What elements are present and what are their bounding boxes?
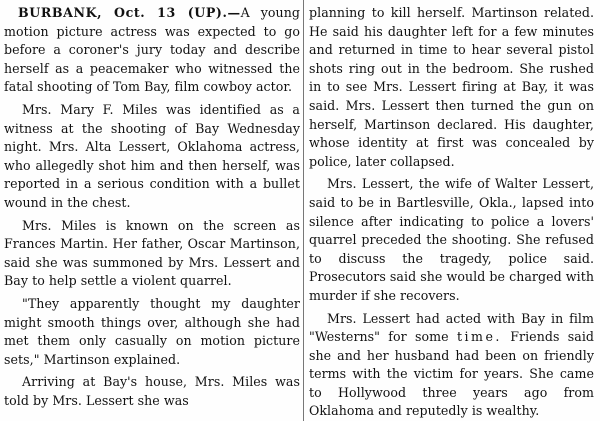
article-paragraph: Mrs. Miles is known on the screen as Frances Martin. Her father, Oscar Martinson, said she was summoned by Mrs. Lessert and Bay to help settle a violent quarrel. (4, 217, 300, 289)
article-paragraph: "They apparently thought my daughter might smooth things over, although she had met them only casually on motion picture sets," Martinson explained. (4, 295, 300, 367)
article-paragraph: Arriving at Bay's house, Mrs. Miles was told by Mrs. Lessert she was (4, 374, 300, 408)
article-text: Friends said she and her husband had been on friendly terms with the victim for years. She came to Hollywood three years ago from Oklahoma and reputedly is wealthy. (309, 329, 595, 419)
article-lead-text: A young motion picture actress was expected to go before a coroner's jury today and describe herself as a peacemaker who witnessed the fatal shooting of Tom Bay, film cowboy actor. (4, 5, 300, 95)
dateline: BURBANK, Oct. 13 (UP).— (18, 5, 241, 20)
article-paragraph: Mrs. Mary F. Miles was identified as a witness at the shooting of Bay Wednesday night. Mrs. Alta Lessert, Oklahoma actress, who allegedly shot him and then herself, was reported in a serious condition with a bullet wound in the chest. (4, 101, 300, 210)
article-column-right (309, 4, 594, 421)
article-paragraph (309, 310, 594, 421)
article-paragraph: planning to kill herself. Martinson related. He said his daughter left for a few minutes and returned in time to hear several pistol shots ring out in the bedroom. She rushed in to see Mrs. Lessert firing at Bay, it was said. Mrs. Lessert then turned the gun on herself, Martinson declared. His daughter, whose identity at first was concealed by police, later collapsed. (309, 5, 594, 169)
article-column-left (4, 4, 300, 410)
article-paragraph (4, 4, 300, 97)
article-paragraph: Mrs. Lessert, the wife of Walter Lessert, said to be in Bartlesville, Okla., lapsed into silence after indicating to police a lovers' quarrel preceded the shooting. She refused to discuss the tragedy, police said. Prosecutors said she would be charged with murder if she recovers. (309, 176, 594, 303)
article-text: Mrs. Lessert had acted with Bay in film "Westerns" for some (309, 310, 594, 345)
column-divider (303, 0, 304, 421)
spaced-word: time. (456, 329, 502, 345)
